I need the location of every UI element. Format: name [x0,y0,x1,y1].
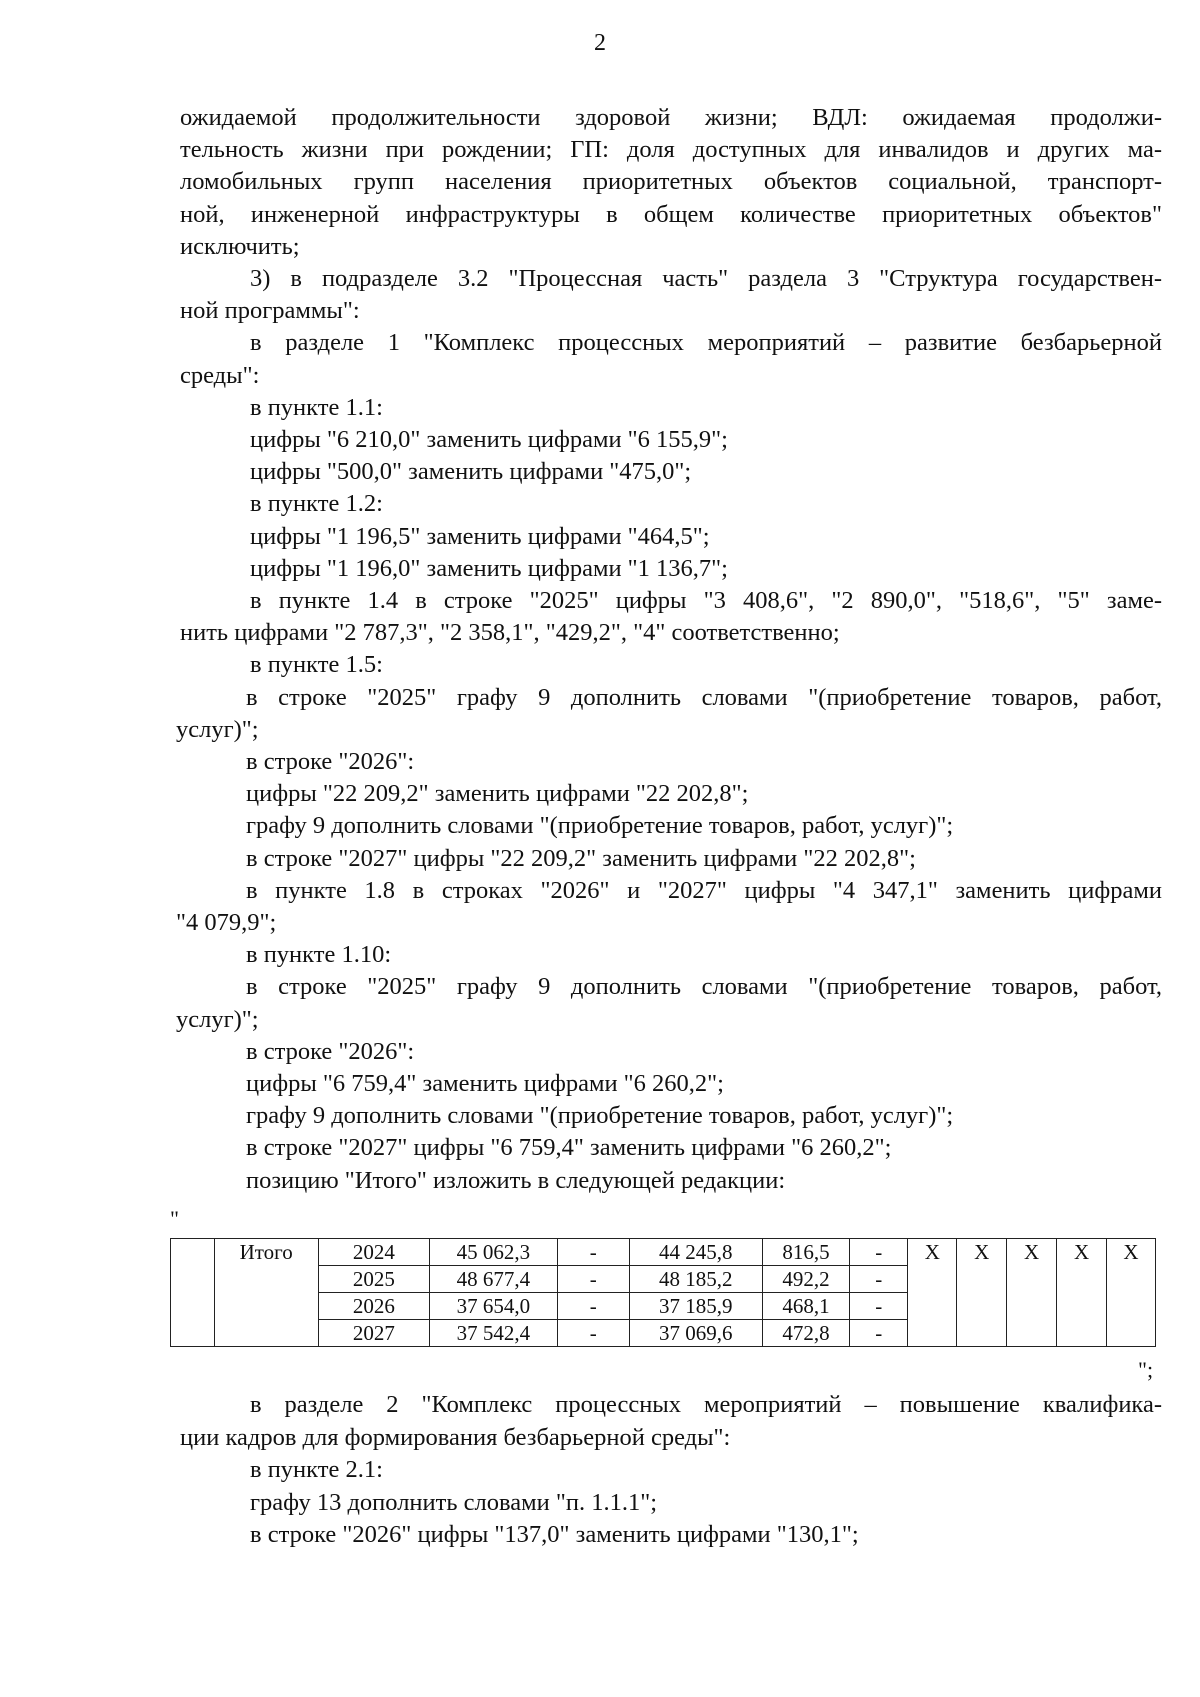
x-mark-cell: Х [908,1239,957,1347]
text-line: графу 9 дополнить словами "(приобретение товаров, работ, услуг)"; [246,812,954,840]
cell-c5: - [850,1239,908,1266]
cell-c2: - [557,1239,629,1266]
x-mark-cell: Х [1007,1239,1057,1347]
text-line: в строке "2027" цифры "22 209,2" заменить цифрами "22 202,8"; [246,844,916,872]
text-line: в пункте 1.1: [250,393,383,421]
cell-c4: 492,2 [762,1266,849,1293]
table-row [171,1239,1156,1266]
cell-c2: - [557,1293,629,1320]
text-line: в пункте 1.5: [250,651,383,679]
text-line: ломобильных групп населения приоритетных объектов социальной, транспорт- [180,168,1162,196]
cell-c3: 37 069,6 [629,1320,762,1347]
text-line: услуг)"; [176,1005,259,1033]
text-line: цифры "22 209,2" заменить цифрами "22 202,8"; [246,780,749,808]
text-line: в пункте 1.8 в строках "2026" и "2027" цифры "4 347,1" заменить цифрами [246,876,1162,904]
cell-total: 37 542,4 [429,1320,557,1347]
text-line: графу 13 дополнить словами "п. 1.1.1"; [250,1488,658,1516]
text-line: ной, инженерной инфраструктуры в общем количестве приоритетных объектов" [180,200,1162,228]
text-line: среды": [180,361,260,389]
text-line: ожидаемой продолжительности здоровой жизни; ВДЛ: ожидаемая продолжи- [180,104,1162,131]
text-line: в строке "2026" цифры "137,0" заменить цифрами "130,1"; [250,1521,859,1548]
text-line: нить цифрами "2 787,3", "2 358,1", "429,2", "4" соответственно; [180,619,840,647]
number-cell [171,1239,215,1347]
text-line: цифры "1 196,5" заменить цифрами "464,5"; [250,522,710,550]
cell-c5: - [850,1320,908,1347]
cell-c2: - [557,1266,629,1293]
itogo-table [170,1238,1156,1347]
open-quote: " [170,1206,179,1231]
cell-c5: - [850,1266,908,1293]
cell-year: 2027 [318,1320,429,1347]
cell-c4: 816,5 [762,1239,849,1266]
cell-total: 48 677,4 [429,1266,557,1293]
text-line: в строке "2025" графу 9 дополнить словами "(приобретение товаров, работ, [246,973,1162,1001]
x-mark-cell: Х [957,1239,1007,1347]
itogo-label-cell: Итого [214,1239,318,1347]
close-quote: "; [1138,1357,1154,1382]
text-line: цифры "6 210,0" заменить цифрами "6 155,9"; [250,426,728,453]
text-line: в пункте 1.4 в строке "2025" цифры "3 408,6", "2 890,0", "518,6", "5" заме- [250,587,1162,614]
text-line: в пункте 2.1: [250,1456,383,1483]
text-line: в разделе 2 "Комплекс процессных мероприятий – повышение квалифика- [250,1391,1162,1418]
page-number: 2 [594,30,606,56]
cell-year: 2024 [318,1239,429,1266]
text-line: цифры "500,0" заменить цифрами "475,0"; [250,458,692,486]
text-line: цифры "6 759,4" заменить цифрами "6 260,2"; [246,1070,724,1097]
cell-year: 2026 [318,1293,429,1320]
cell-c3: 44 245,8 [629,1239,762,1266]
text-line: "4 079,9"; [176,909,277,936]
x-mark-cell: Х [1057,1239,1107,1347]
text-line: услуг)"; [176,715,259,743]
text-line: в пункте 1.10: [246,941,392,969]
text-line: ции кадров для формирования безбарьерной среды": [180,1423,731,1451]
cell-total: 45 062,3 [429,1239,557,1266]
x-mark-cell: Х [1107,1239,1156,1347]
cell-c2: - [557,1320,629,1347]
text-line: графу 9 дополнить словами "(приобретение товаров, работ, услуг)"; [246,1102,954,1130]
text-line: ной программы": [180,297,360,325]
cell-c3: 48 185,2 [629,1266,762,1293]
text-line: в строке "2027" цифры "6 759,4" заменить цифрами "6 260,2"; [246,1134,892,1162]
text-line: позицию "Итого" изложить в следующей редакции: [246,1166,786,1194]
text-line: в строке "2026": [246,748,415,775]
cell-c4: 472,8 [762,1320,849,1347]
cell-c5: - [850,1293,908,1320]
cell-year: 2025 [318,1266,429,1293]
text-line: 3) в подразделе 3.2 "Процессная часть" раздела 3 "Структура государствен- [250,265,1162,292]
text-line: в пункте 1.2: [250,490,383,518]
text-line: в строке "2025" графу 9 дополнить словами "(приобретение товаров, работ, [246,683,1162,711]
text-line: в разделе 1 "Комплекс процессных мероприятий – развитие безбарьерной [250,329,1162,357]
cell-c3: 37 185,9 [629,1293,762,1320]
text-line: тельность жизни при рождении; ГП: доля доступных для инвалидов и других ма- [180,136,1162,164]
text-line: цифры "1 196,0" заменить цифрами "1 136,7"; [250,554,728,582]
cell-c4: 468,1 [762,1293,849,1320]
text-line: исключить; [180,232,300,260]
cell-total: 37 654,0 [429,1293,557,1320]
text-line: в строке "2026": [246,1037,415,1065]
